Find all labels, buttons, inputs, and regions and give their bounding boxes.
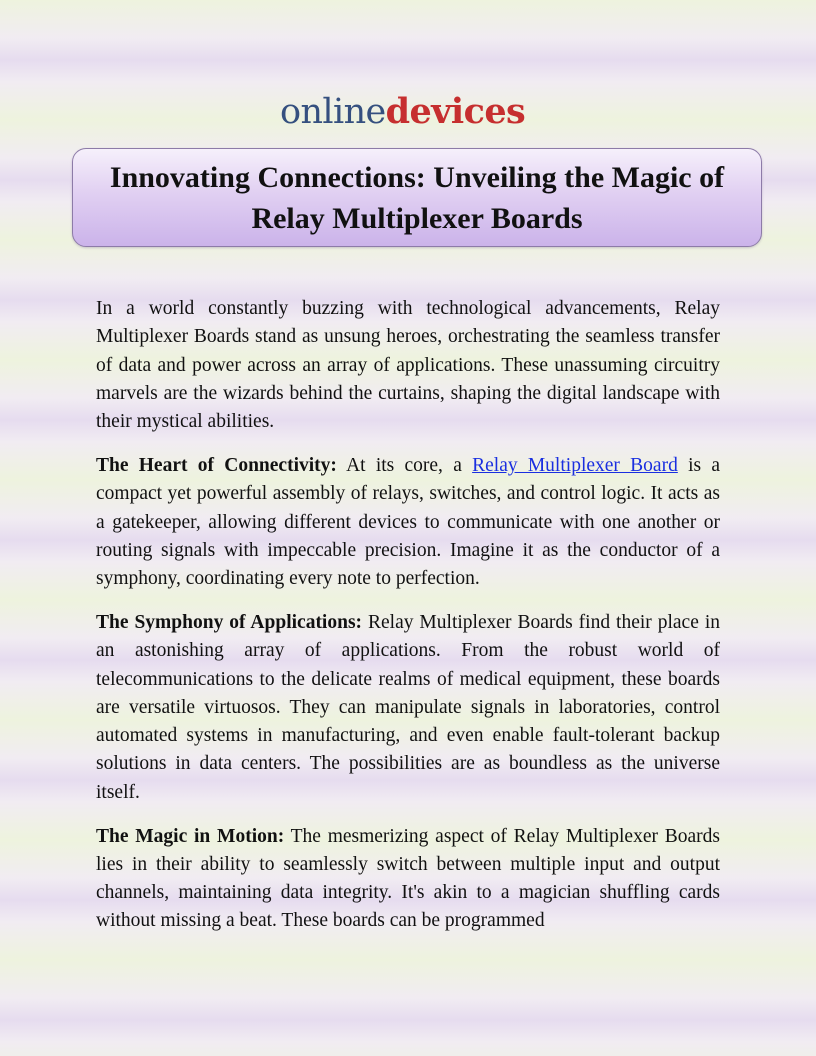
intro-text: In a world constantly buzzing with technological advancements, Relay Multiplexer Boards stand as unsung heroes, orchestrating the seamless transfer of data and power across an array of applications. These unassuming circuitry marvels are the wizards behind the curtains, shaping the digital landscape with their mystical abilities.: [96, 298, 720, 433]
paragraph-symphony-of-applications: [96, 609, 720, 807]
section-heading: The Magic in Motion:: [96, 825, 285, 847]
page-title: Innovating Connections: Unveiling the Magic of Relay Multiplexer Boards: [109, 160, 725, 235]
paragraph-heart-of-connectivity: [96, 452, 720, 593]
paragraph-text: is a compact yet powerful assembly of relays, switches, and control logic. It acts as a gatekeeper, allowing different devices to communicate with one another or routing signals with impeccable precision. Imagine it as the conductor of a symphony, coordinating every note to perfection.: [96, 454, 720, 590]
intro-paragraph: [96, 295, 720, 436]
paragraph-magic-in-motion: [96, 823, 720, 936]
paragraph-text: At its core, a: [336, 454, 473, 476]
title-banner: [72, 148, 762, 247]
logo-text-online: online: [280, 92, 386, 132]
paragraph-text: The mesmerizing aspect of Relay Multiplexer Boards lies in their ability to seamlessly switch between multiple input and output channels, maintaining data integrity. It's akin to a magician shuffling cards without missing a beat. These boards can be programmed: [96, 825, 720, 932]
article-body: [96, 295, 720, 951]
company-logo: [280, 92, 536, 132]
relay-multiplexer-board-link[interactable]: Relay Multiplexer Board: [472, 454, 678, 476]
paragraph-text: Relay Multiplexer Boards find their place in an astonishing array of applications. From the robust world of telecommunications to the delicate realms of medical equipment, these boards are versatile virtuosos. They can manipulate signals in laboratories, control automated systems in manufacturing, and even enable fault-tolerant backup solutions in data centers. The possibilities are as boundless as the universe itself.: [96, 611, 720, 803]
logo-text-devices: devices: [385, 91, 526, 132]
section-heading: The Symphony of Applications:: [96, 611, 363, 633]
section-heading: The Heart of Connectivity:: [96, 454, 337, 476]
